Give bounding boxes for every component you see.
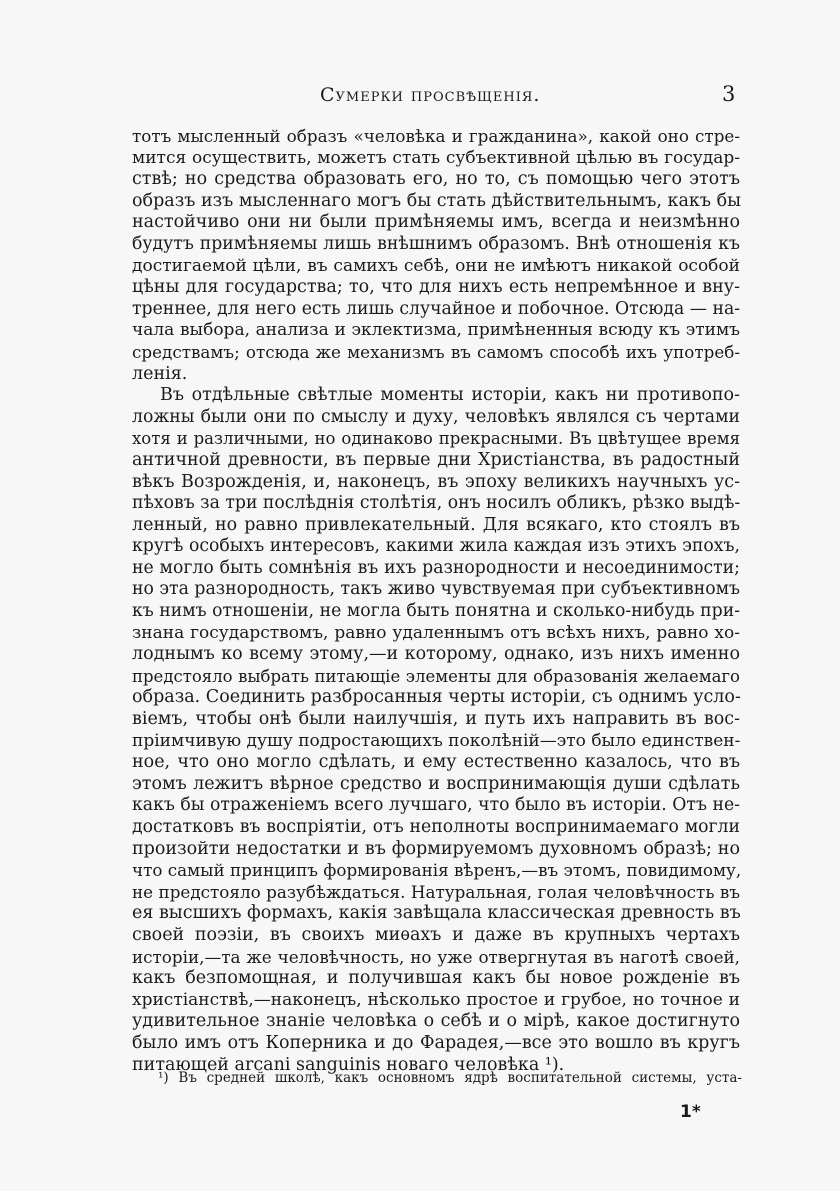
text-line: произойти недостатки и въ формируемомъ духовномъ образѣ; но [132, 838, 740, 859]
text-line: настойчиво они ни были примѣняемы имъ, всегда и неизмѣнно [132, 212, 740, 233]
text-line: віемъ, чтобы онѣ были наилучшія, и путь ихъ направить въ вос- [132, 709, 740, 730]
text-line: тотъ мысленный образъ «человѣка и гражданина», какой оно стре- [132, 126, 740, 146]
text-line: лоднымъ ко всему этому,—и которому, однако, изъ нихъ именно [132, 644, 740, 665]
text-line: цѣны для государства; то, что для нихъ есть непремѣнное и вну- [132, 277, 740, 298]
text-line: достигаемой цѣли, въ самихъ себѣ, они не имѣютъ никакой особой [132, 255, 740, 276]
text-line: предстояло выбрать питающіе элементы для образованія желаемаго [132, 666, 740, 686]
text-line: достатковъ въ воспріятіи, отъ неполноты воспринимаемаго могли [132, 817, 740, 837]
page-number: 3 [722, 82, 736, 106]
text-line: что самый принципъ формированія вѣренъ,—въ этомъ, повидимому, [132, 860, 742, 881]
text-line: своей поэзіи, въ своихъ миѳахъ и даже въ крупныхъ чертахъ [132, 924, 740, 945]
text-line: пріимчивую душу подростающихъ поколѣній—это было единствен- [132, 730, 741, 751]
text-line: вѣкъ Возрожденія, и, наконецъ, въ эпоху великихъ научныхъ ус- [132, 471, 740, 492]
text-line: не могло быть сомнѣнія въ ихъ разнородности и несоединимости; [132, 557, 740, 578]
text-line: треннее, для него есть лишь случайное и побочное. Отсюда — на- [132, 298, 741, 319]
text-line: средствамъ; отсюда же механизмъ въ самомъ способѣ ихъ употреб- [132, 341, 740, 362]
text-line: какъ бы отраженіемъ всего лучшаго, что было въ исторіи. Отъ не- [132, 795, 740, 816]
text-line: но эта разнородность, такъ живо чувствуемая при субъективномъ [132, 579, 740, 600]
text-line: удивительное знаніе человѣка о себѣ и о мірѣ, какое достигнуто [132, 1011, 740, 1032]
text-line: хотя и различными, но одинаково прекрасными. Въ цвѣтущее время [132, 429, 740, 449]
text-line: знана государствомъ, равно удаленнымъ отъ всѣхъ нихъ, равно хо- [132, 622, 740, 643]
text-line: античной древности, въ первые дни Христіанства, въ радостный [132, 449, 740, 470]
text-line: какъ безпомощная, и получившая какъ бы новое рожденіе въ [132, 968, 740, 989]
text-line: мится осуществить, можетъ стать субъективной цѣлью въ государ- [132, 147, 740, 168]
text-line: будутъ примѣняемы лишь внѣшнимъ образомъ. Внѣ отношенія къ [132, 233, 740, 254]
footnote: ¹) Въ средней школѣ, какъ основномъ ядрѣ воспитательной системы, уста- [158, 1070, 742, 1086]
text-line: было имъ отъ Коперника и до Фарадея,—все это вошло въ кругъ [132, 1032, 740, 1053]
text-line: чала выбора, анализа и эклектизма, примѣненныя всюду къ этимъ [132, 320, 740, 341]
text-line: ленія. [132, 363, 188, 384]
text-line: ствѣ; но средства образовать его, но то, съ помощью чего этотъ [132, 169, 740, 190]
text-line: ложны были они по смыслу и духу, человѣкъ являлся съ чертами [132, 406, 740, 427]
text-line: кругѣ особыхъ интересовъ, какими жила каждая изъ этихъ эпохъ, [132, 536, 740, 557]
text-line: Въ отдѣльные свѣтлые моменты исторіи, какъ ни противопо- [160, 385, 740, 406]
running-title: Сумерки просвѣщенія. [320, 84, 541, 106]
text-line: не предстояло разубѣждаться. Натуральная, голая человѣчность въ [132, 881, 740, 902]
text-line: пѣховъ за три послѣднія столѣтія, онъ носилъ обликъ, рѣзко выдѣ- [132, 493, 741, 514]
signature-mark: 1* [680, 1102, 701, 1122]
text-line: ея высшихъ формахъ, какія завѣщала классическая древность въ [132, 903, 741, 924]
text-line: этомъ лежитъ вѣрное средство и воспринимающія души сдѣлать [132, 773, 740, 794]
text-line: къ нимъ отношеніи, не могла быть понятна и сколько-нибудь при- [132, 601, 741, 622]
text-line: образъ изъ мысленнаго могъ бы стать дѣйствительнымъ, какъ бы [132, 190, 742, 211]
body-text [132, 126, 740, 1076]
text-line: образа. Соединить разбросанныя черты исторіи, съ однимъ усло- [132, 687, 741, 708]
text-line: ное, что оно могло сдѣлать, и ему естественно казалось, что въ [132, 752, 740, 773]
text-line: ленный, но равно привлекательный. Для всякаго, кто стоялъ въ [132, 514, 740, 535]
text-line: христіанствѣ,—наконецъ, нѣсколько простое и грубое, но точное и [132, 989, 740, 1010]
text-line: исторіи,—та же человѣчность, но уже отвергнутая въ наготѣ своей, [132, 946, 740, 967]
text-line: питающей arcani sanguinis новаго человѣка ¹). [132, 1054, 565, 1075]
